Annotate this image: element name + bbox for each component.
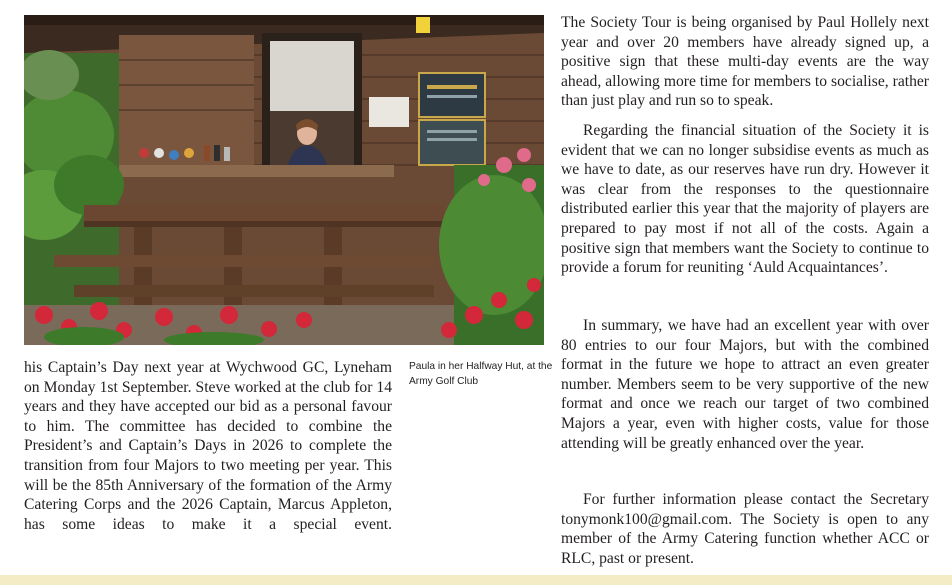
left-column-paragraph: his Captain’s Day next year at Wychwood GC, Lyneham on Monday 1st September. Steve worked at the club for 14 years and they have accepted our bid as a personal favour to him. The committee has decided to combine the President’s and Captain’s Days in 2026 to complete the transition from four Majors to two meeting per year. This will be the 85th Anniversary of the formation of the Army Catering Corps and the 2026 Captain, Marcus Appleton, has some ideas to make it a special event.: [24, 359, 392, 533]
right-paragraph-contact: For further information please contact the Secretary tonymonk100@gmail.com. The Society is open to any member of the Army Catering function whether ACC or RLC, past or present.: [561, 491, 929, 567]
right-paragraph-financial: Regarding the financial situation of the Society it is evident that we can no longer subsidise events as much as we have to date, as our reserves have run dry. However it was clear from the responses to the questionnaire distributed earlier this year that the majority of players are prepared to pay most if not all of the costs. Again a positive sign that members want the Society to continue to provide a forum for reuniting ‘Auld Acquaintances’.: [561, 122, 929, 277]
photo-caption: Paula in her Halfway Hut, at the Army Golf Club: [409, 361, 553, 387]
right-paragraph-society-tour: The Society Tour is being organised by Paul Hollely next year and over 20 members have already signed up, a positive sign that these multi-day events are the way ahead, allowing more time for members to socialise, rather than just play and run so to speak.: [561, 14, 929, 110]
right-paragraph-summary: In summary, we have had an excellent year with over 80 entries to our four Majors, but with the combined format in the future we hope to attract an even greater number. Members seem to be very supportive of the new format and once we reach our target of two combined Majors a year, even with higher costs, value for those attending will be greatly enhanced over the year.: [561, 317, 929, 452]
halfway-hut-photo: [24, 15, 544, 345]
bottom-band: [0, 575, 952, 585]
